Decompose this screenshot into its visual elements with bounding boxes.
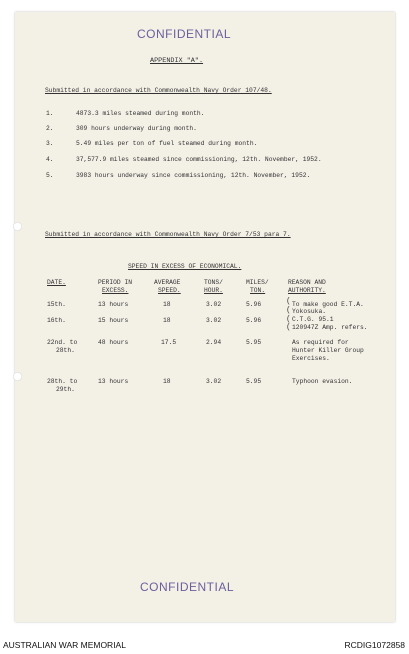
- bracket-mark: (: [286, 323, 291, 332]
- archive-id: RCDIG1072858: [344, 640, 405, 650]
- punch-hole: [13, 222, 22, 231]
- list-item-number: 5.: [46, 172, 54, 179]
- header-miles: MILES/: [246, 279, 269, 286]
- cell-speed: 17.5: [161, 339, 177, 346]
- cell-date: 22nd. to: [47, 339, 78, 346]
- archive-footer: [0, 636, 409, 654]
- cell-date: 28th.: [56, 347, 75, 354]
- cell-date: 15th.: [47, 301, 66, 308]
- cell-miles: 5.96: [246, 301, 262, 308]
- cell-miles: 5.95: [246, 378, 262, 385]
- section1-title: Submitted in accordance with Commonwealth Navy Order 107/48.: [45, 87, 272, 94]
- bracket-mark: (: [286, 297, 291, 306]
- cell-date: 16th.: [47, 317, 66, 324]
- section2-title: Submitted in accordance with Commonwealth Navy Order 7/53 para 7.: [45, 231, 291, 238]
- cell-reason: Hunter Killer Group: [292, 347, 364, 354]
- cell-reason: C.T.G. 95.1: [292, 316, 334, 323]
- cell-date: 28th. to: [47, 378, 78, 385]
- cell-reason: Yokosuka.: [292, 308, 327, 315]
- document-page: [15, 12, 395, 622]
- cell-speed: 18: [163, 301, 171, 308]
- list-item-number: 1.: [46, 110, 54, 117]
- appendix-heading: APPENDIX "A".: [150, 57, 204, 65]
- cell-period: 13 hours: [98, 301, 129, 308]
- cell-tons: 3.02: [206, 301, 222, 308]
- confidential-stamp-top: CONFIDENTIAL: [137, 27, 232, 41]
- cell-tons: 3.02: [206, 317, 222, 324]
- list-item-text: 3983 hours underway since commissioning, 12th. November, 1952.: [76, 172, 311, 179]
- bracket-mark: (: [286, 315, 291, 324]
- list-item-number: 4.: [46, 156, 54, 163]
- header-date: DATE.: [47, 279, 66, 286]
- header-average: AVERAGE: [154, 279, 181, 286]
- archive-name: AUSTRALIAN WAR MEMORIAL: [3, 640, 126, 650]
- cell-date: 29th.: [56, 386, 75, 393]
- header-reason: AUTHORITY.: [288, 287, 326, 294]
- cell-tons: 3.02: [206, 378, 222, 385]
- list-item-number: 2.: [46, 125, 54, 132]
- header-tons: HOUR.: [204, 287, 223, 294]
- list-item-number: 3.: [46, 140, 54, 147]
- punch-hole: [13, 372, 22, 381]
- cell-speed: 18: [163, 317, 171, 324]
- header-reason: REASON AND: [288, 279, 326, 286]
- bracket-mark: (: [286, 306, 291, 315]
- header-average: SPEED.: [158, 287, 181, 294]
- table-title: SPEED IN EXCESS OF ECONOMICAL.: [128, 263, 242, 270]
- cell-period: 13 hours: [98, 378, 129, 385]
- list-item-text: 4873.3 miles steamed during month.: [76, 110, 205, 117]
- cell-speed: 18: [163, 378, 171, 385]
- header-tons: TONS/: [204, 279, 223, 286]
- cell-period: 48 hours: [98, 339, 129, 346]
- list-item-text: 5.49 miles per ton of fuel steamed during month.: [76, 140, 258, 147]
- header-period: PERIOD IN: [98, 279, 133, 286]
- cell-reason: Typhoon evasion.: [292, 378, 353, 385]
- list-item-text: 37,577.9 miles steamed since commissioning, 12th. November, 1952.: [76, 156, 322, 163]
- confidential-stamp-bottom: CONFIDENTIAL: [140, 580, 235, 594]
- cell-miles: 5.96: [246, 317, 262, 324]
- cell-reason: To make good E.T.A.: [292, 301, 364, 308]
- cell-tons: 2.94: [206, 339, 222, 346]
- cell-reason: As required for: [292, 339, 349, 346]
- cell-miles: 5.95: [246, 339, 262, 346]
- header-miles: TON.: [250, 287, 266, 294]
- cell-reason: Exercises.: [292, 355, 330, 362]
- list-item-text: 309 hours underway during month.: [76, 125, 197, 132]
- cell-reason: 120947Z Amp. refers.: [292, 324, 368, 331]
- header-period: EXCESS.: [102, 287, 129, 294]
- cell-period: 15 hours: [98, 317, 129, 324]
